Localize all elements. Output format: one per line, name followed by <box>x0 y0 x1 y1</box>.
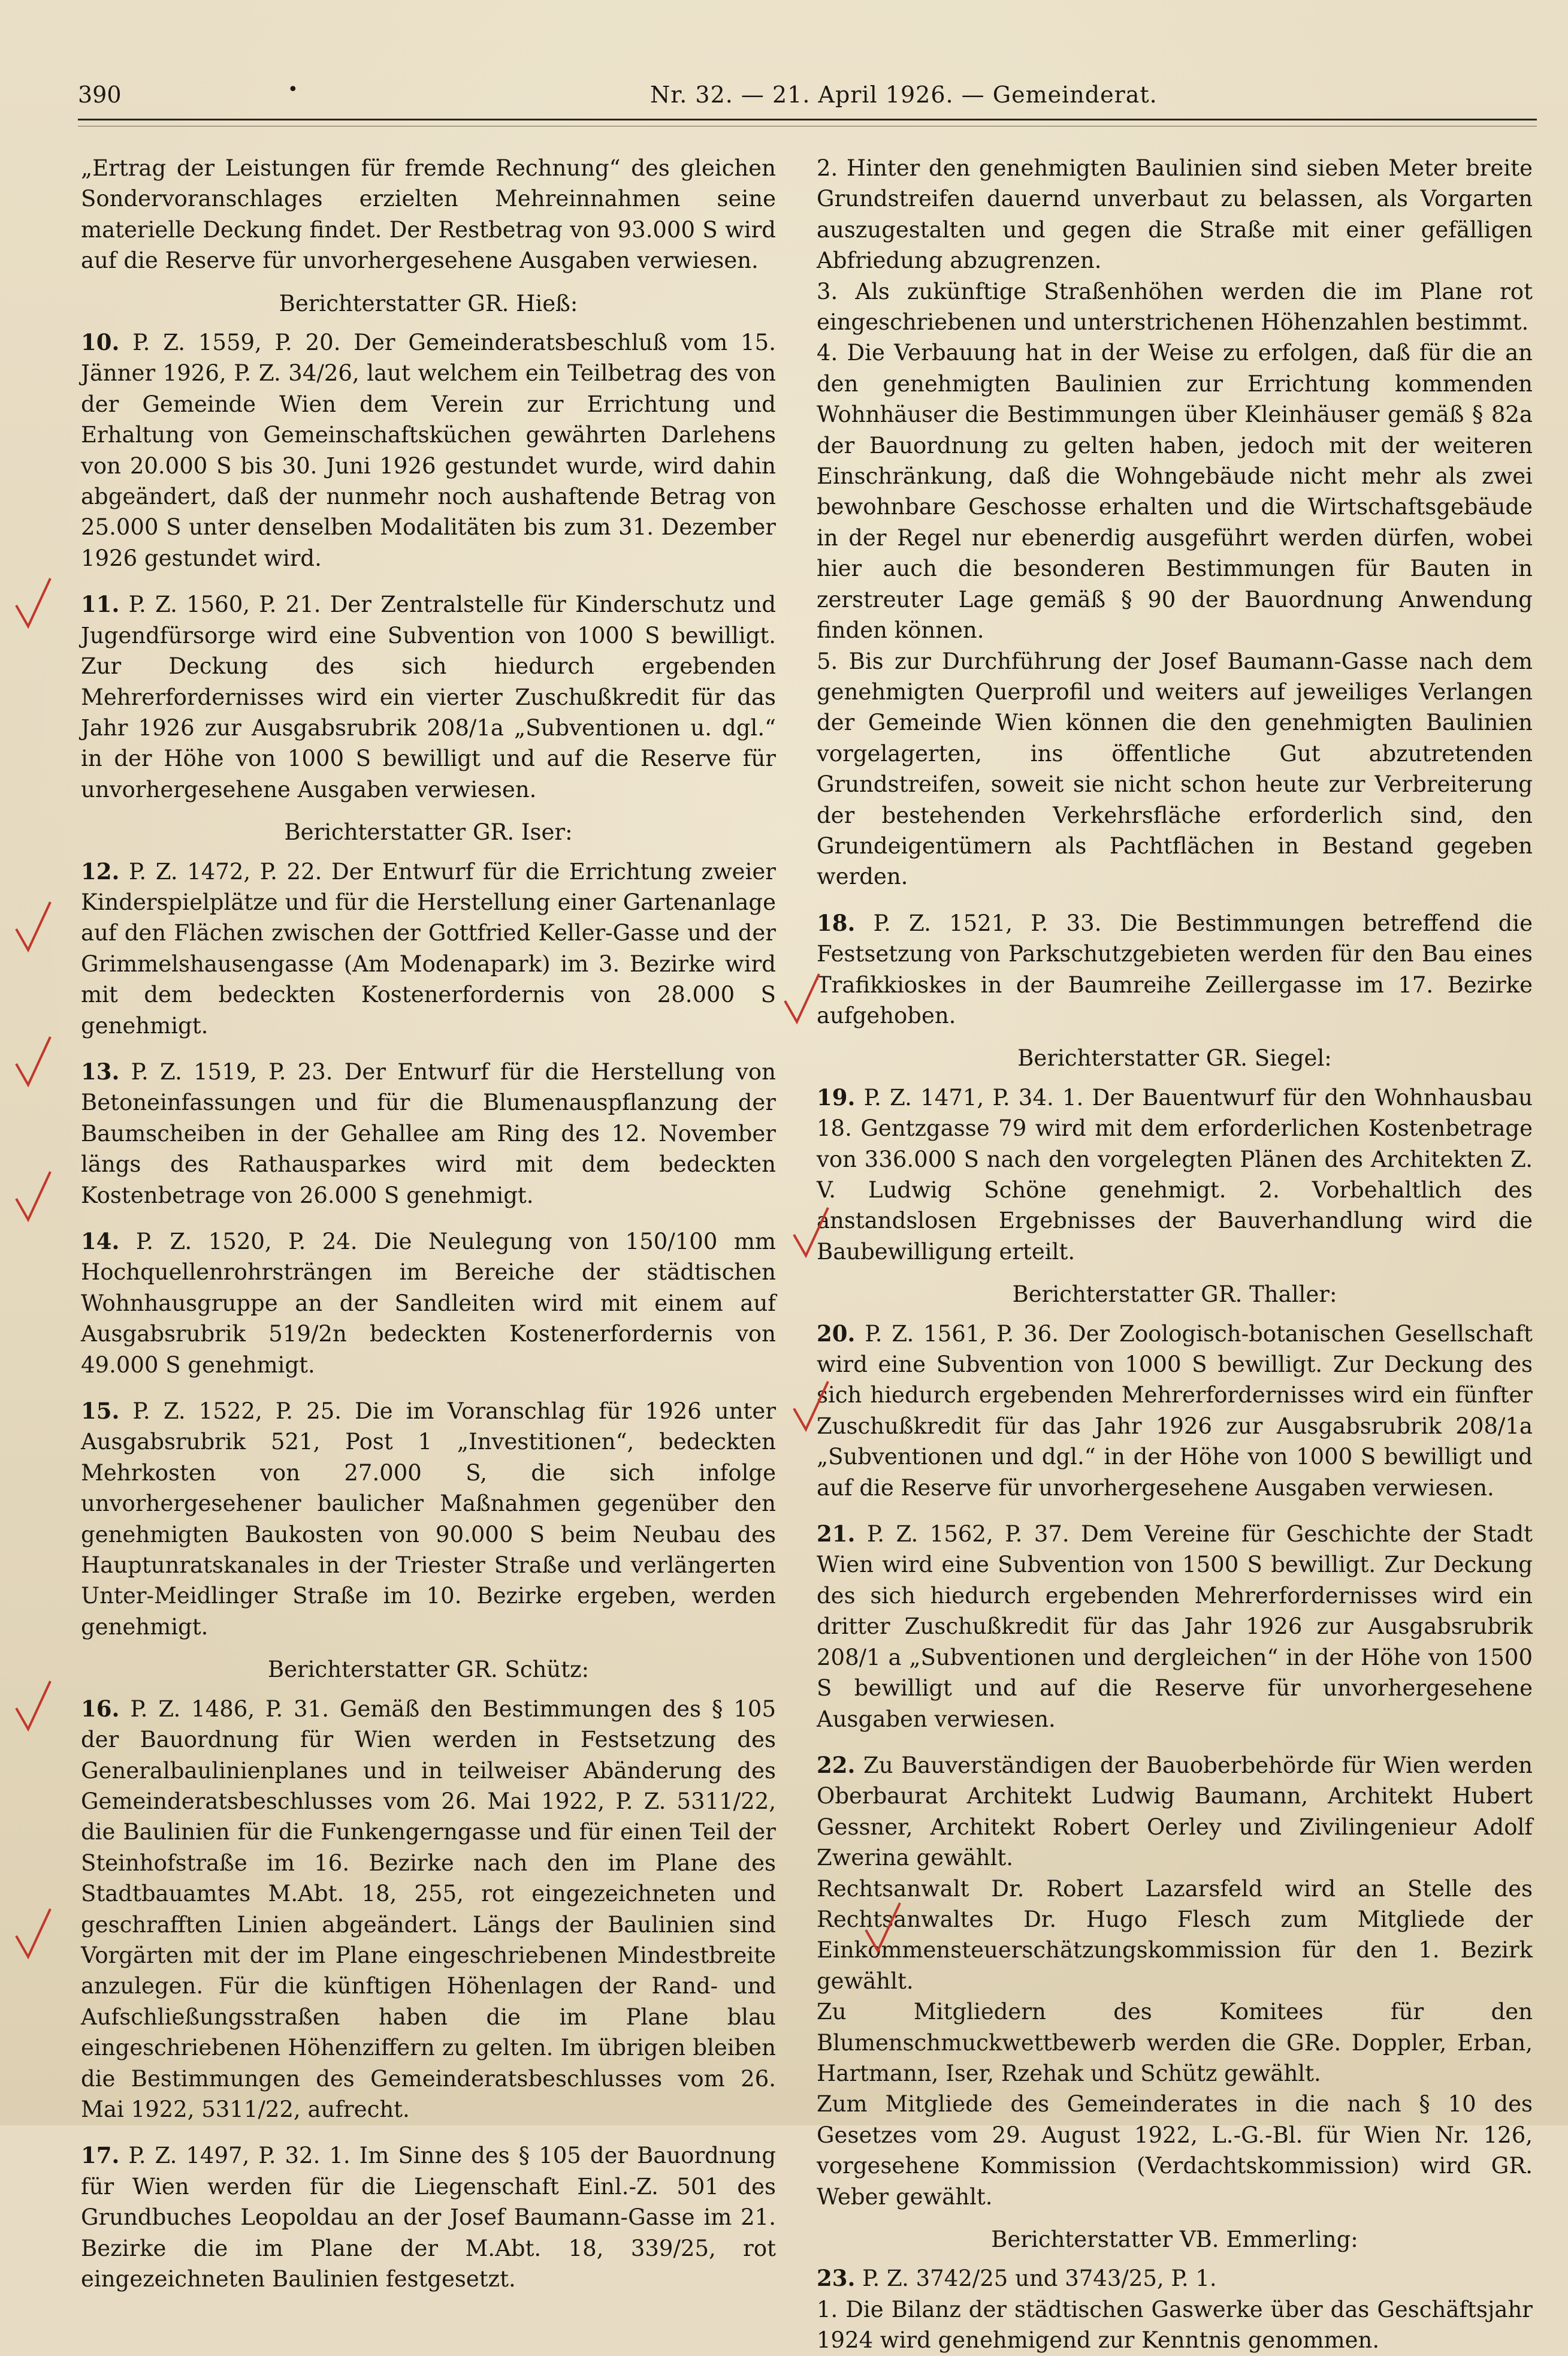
item-18 <box>817 908 1533 1031</box>
check-mark-icon <box>13 1169 55 1223</box>
item-19 <box>817 1082 1533 1267</box>
check-mark-icon <box>791 1378 833 1432</box>
item-21 <box>817 1519 1533 1734</box>
item-20-text: P. Z. 1561, P. 36. Der Zoologisch-botanischen Gesellschaft wird eine Subvention von 1000 S bewilligt. Zur Deckung des sich hiedurch ergebenden Mehrerfordernisses wird ein fünfter Zuschußkredit für das Jahr 1926 zur Ausgabsrubrik 208/1a „Subventionen und dgl.“ in der Höhe von 1000 S bewilligt und auf die Reserve für unvorhergesehene Ausgaben verwiesen. <box>817 1320 1533 1501</box>
item-21-number: 21. <box>817 1521 856 1547</box>
item-23-point-1: 1. Die Bilanz der städtischen Gaswerke über das Geschäftsjahr 1924 wird genehmigend zur Kenntnis genommen. <box>817 2296 1533 2354</box>
item-17-point-4: 4. Die Verbauung hat in der Weise zu erfolgen, daß für die an den genehmigten Baulinien zur Errichtung kommenden Wohnhäuser die Bestimmungen über Kleinhäuser gemäß § 82a der Bauordnung zu gelten haben, jedoch mit der weiteren Einschränkung, daß die Wohngebäude nicht mehr als zwei bewohnbare Geschosse erhalten und die Wirtschaftsgebäude in der Regel nur ebenerdig ausgeführt werden dürfen, wobei hier auch die besonderen Bestimmungen für Bauten in zerstreuter Lage gemäß § 90 der Bauordnung Anwendung finden können. <box>817 340 1533 644</box>
item-12 <box>81 856 776 1041</box>
item-10-number: 10. <box>81 329 120 356</box>
item-16-text: P. Z. 1486, P. 31. Gemäß den Bestimmungen des § 105 der Bauordnung für Wien werden in Festsetzung des Generalbaulinienplanes und in teilweiser Abänderung des Gemeinderatsbeschlusses vom 26. Mai 1922, P. Z. 5311/22, die Baulinien für die Funkengerngasse und für einen Teil der Steinhofstraße im 16. Bezirke nach den im Plane des Stadtbauamtes M.Abt. 18, 255, rot eingezeichneten und geschrafften Linien abgeändert. Längs der Baulinien sind Vorgärten mit der im Plane eingeschriebenen Mindestbreite anzulegen. Für die künftigen Höhenlagen der Rand- und Aufschließungsstraßen haben die im Plane blau eingeschriebenen Höhenziffern zu gelten. Im übrigen bleiben die Bestimmungen des Gemeinderatsbeschlusses vom 26. Mai 1922, 5311/22, aufrecht. <box>81 1696 776 2122</box>
item-16 <box>81 1694 776 2125</box>
item-11 <box>81 589 776 805</box>
item-20 <box>817 1319 1533 1503</box>
reporter-siegel: Berichterstatter GR. Siegel: <box>1017 1045 1332 1072</box>
item-10 <box>81 327 776 574</box>
item-13-number: 13. <box>81 1058 120 1085</box>
paragraph-intro: „Ertrag der Leistungen für fremde Rechnung“ des gleichen Sondervoranschlages erzielten Mehreinnahmen seine materielle Deckung findet. Der Restbetrag von 93.000 S wird auf die Reserve für unvorhergesehene Ausgaben verwiesen. <box>81 155 776 274</box>
page-header <box>78 77 1504 119</box>
item-22-paragraph-d: Zum Mitgliede des Gemeinderates in die nach § 10 des Gesetzes vom 29. August 1922, L.-G.-Bl. für Wien Nr. 126, vorgesehene Kommission (Verdachtskommission) wird GR. Weber gewählt. <box>817 2091 1533 2210</box>
item-15-number: 15. <box>81 1398 120 1425</box>
item-21-text: P. Z. 1562, P. 37. Dem Vereine für Geschichte der Stadt Wien wird eine Subvention von 1500 S bewilligt. Zur Deckung des sich hiedurch ergebenden Mehrerfordernisses wird ein dritter Zuschußkredit für das Jahr 1926 zur Ausgabsrubrik 208/1 a „Subventionen und dergleichen“ in der Höhe von 1500 S bewilligt und auf die Reserve für unvorhergesehene Ausgaben verwiesen. <box>817 1521 1533 1732</box>
header-dot: • <box>288 79 298 100</box>
page-number: 390 <box>78 82 122 108</box>
running-title: Nr. 32. — 21. April 1926. — Gemeinderat. <box>650 82 1158 108</box>
item-17-point-5: 5. Bis zur Durchführung der Josef Baumann-Gasse nach dem genehmigten Querprofil und weiters auf jeweiliges Verlangen der Gemeinde Wien können die den genehmigten Baulinien vorgelagerten, ins öffentliche Gut abzutretenden Grundstreifen, soweit sie nicht schon heute zur Verbreiterung der bestehenden Verkehrsfläche erforderlich sind, den Grundeigentümern als Pachtflächen in Bestand gegeben werden. <box>817 648 1533 890</box>
item-17-point-2: 2. Hinter den genehmigten Baulinien sind sieben Meter breite Grundstreifen dauernd unverbaut zu belassen, als Vorgarten auszugestalten und gegen die Straße mit einer gefälligen Abfriedung abzugrenzen. <box>817 155 1533 274</box>
item-19-number: 19. <box>817 1084 856 1111</box>
check-mark-icon <box>782 971 824 1025</box>
item-13-text: P. Z. 1519, P. 23. Der Entwurf für die Herstellung von Betoneinfassungen und für die Blumenauspflanzung der Baumscheiben in der Gehallee am Ring des 12. November längs des Rathausparkes wird mit dem bedeckten Kostenbetrage von 26.000 S genehmigt. <box>81 1058 776 1208</box>
reporter-thaller: Berichterstatter GR. Thaller: <box>1012 1281 1337 1308</box>
item-22 <box>817 1750 1533 1874</box>
item-13 <box>81 1057 776 1211</box>
item-18-number: 18. <box>817 909 856 936</box>
check-mark-icon <box>791 1205 833 1259</box>
item-15 <box>81 1396 776 1642</box>
reporter-emmerling: Berichterstatter VB. Emmerling: <box>991 2227 1358 2252</box>
reporter-schuetz: Berichterstatter GR. Schütz: <box>267 1657 590 1683</box>
item-17-point-3: 3. Als zukünftige Straßenhöhen werden die im Plane rot eingeschriebenen und unterstrichenen Höhenzahlen bestimmt. <box>817 278 1533 336</box>
reporter-hiess: Berichterstatter GR. Hieß: <box>279 290 578 316</box>
item-12-text: P. Z. 1472, P. 22. Der Entwurf für die Errichtung zweier Kinderspielplätze und für die Herstellung einer Gartenanlage auf den Flächen zwischen der Gottfried Keller-Gasse und der Grimmelshausengasse (Am Modenapark) im 3. Bezirke wird mit dem bedeckten Kostenerfordernis von 28.000 S genehmigt. <box>81 858 776 1039</box>
item-23 <box>817 2263 1533 2294</box>
left-column <box>81 153 776 2294</box>
item-22-paragraph-b: Rechtsanwalt Dr. Robert Lazarsfeld wird an Stelle des Rechtsanwaltes Dr. Hugo Flesch zum Mitgliede der Einkommensteuerschätzungskommission für den 1. Bezirk gewählt. <box>817 1875 1533 1994</box>
reporter-iser: Berichterstatter GR. Iser: <box>284 819 573 846</box>
item-12-number: 12. <box>81 858 120 885</box>
item-17-number: 17. <box>81 2142 120 2169</box>
item-22-paragraph-c: Zu Mitgliedern des Komitees für den Blumenschmuckwettbewerb werden die GRe. Doppler, Erban, Hartmann, Iser, Rzehak und Schütz gewählt. <box>817 1999 1533 2086</box>
item-20-number: 20. <box>817 1320 856 1347</box>
item-17 <box>81 2140 776 2294</box>
item-11-text: P. Z. 1560, P. 21. Der Zentralstelle für Kinderschutz und Jugendfürsorge wird eine Subvention von 1000 S bewilligt. Zur Deckung des sich hiedurch ergebenden Mehrerfordernisses wird ein vierter Zuschußkredit für das Jahr 1926 zur Ausgabsrubrik 208/1a „Subventionen u. dgl.“ in der Höhe von 1000 S bewilligt und auf die Reserve für unvorhergesehene Ausgaben verwiesen. <box>81 592 777 803</box>
item-22-number: 22. <box>817 1751 856 1778</box>
check-mark-icon <box>13 575 55 629</box>
check-mark-icon <box>13 899 55 953</box>
item-17-text: P. Z. 1497, P. 32. 1. Im Sinne des § 105 der Bauordnung für Wien werden für die Liegenschaft Einl.-Z. 501 des Grundbuches Leopoldau an der Josef Baumann-Gasse im 21. Bezirke die im Plane der M.Abt. 18, 339/25, rot eingezeichneten Baulinien festgesetzt. <box>81 2143 776 2292</box>
check-mark-icon <box>13 1034 55 1088</box>
check-mark-icon <box>13 1906 55 1960</box>
item-14-number: 14. <box>81 1228 120 1254</box>
item-16-number: 16. <box>81 1695 120 1722</box>
item-23-number: 23. <box>817 2265 856 2292</box>
item-22-text: Zu Bauverständigen der Bauoberbehörde für Wien werden Oberbaurat Architekt Ludwig Baumann, Architekt Hubert Gessner, Architekt Robert Oerley und Zivilingenieur Adolf Zwerina gewählt. <box>817 1752 1533 1871</box>
item-18-text: P. Z. 1521, P. 33. Die Bestimmungen betreffend die Festsetzung von Parkschutzgebieten werden für den Bau eines Trafikkioskes in der Baumreihe Zeillergasse im 17. Bezirke aufgehoben. <box>817 910 1533 1028</box>
item-14 <box>81 1226 776 1380</box>
check-mark-icon <box>863 1900 905 1954</box>
item-23-text: P. Z. 3742/25 und 3743/25, P. 1. <box>862 2265 1217 2292</box>
header-rule <box>78 119 1537 120</box>
item-15-text: P. Z. 1522, P. 25. Die im Voranschlag für 1926 unter Ausgabsrubrik 521, Post 1 „Investitionen“, bedeckten Mehrkosten von 27.000 S, die sich infolge unvorhergesehener baulicher Maßnahmen gegenüber den genehmigten Baukosten von 90.000 S beim Neubau des Hauptunratskanales in der Triester Straße und verlängerten Unter-Meidlinger Straße im 10. Bezirke ergeben, werden genehmigt. <box>81 1398 777 1640</box>
item-14-text: P. Z. 1520, P. 24. Die Neulegung von 150/100 mm Hochquellenrohrsträngen im Bereiche der städtischen Wohnhausgruppe an der Sandleiten wird mit einem auf Ausgabsrubrik 519/2n bedeckten Kostenerfordernis von 49.000 S genehmigt. <box>81 1229 776 1378</box>
item-19-text: P. Z. 1471, P. 34. 1. Der Bauentwurf für den Wohnhausbau 18. Gentzgasse 79 wird mit dem erforderlichen Kostenbetrage von 336.000 S nach den vorgelegten Plänen des Architekten Z. V. Ludwig Schöne genehmigt. 2. Vorbehaltlich des anstandslosen Ergebnisses der Bauverhandlung wird die Baubewilligung erteilt. <box>817 1084 1533 1265</box>
right-column <box>817 153 1533 2356</box>
item-11-number: 11. <box>81 591 120 618</box>
check-mark-icon <box>13 1678 55 1732</box>
item-10-text: P. Z. 1559, P. 20. Der Gemeinderatsbeschluß vom 15. Jänner 1926, P. Z. 34/26, laut welchem ein Teilbetrag des von der Gemeinde Wien dem Verein zur Errichtung und Erhaltung von Gemeinschaftsküchen gewährten Darlehens von 20.000 S bis 30. Juni 1926 gestundet wurde, wird dahin abgeändert, daß der nunmehr noch aushaftende Betrag von 25.000 S unter denselben Modalitäten bis zum 31. Dezember 1926 gestundet wird. <box>81 330 776 571</box>
